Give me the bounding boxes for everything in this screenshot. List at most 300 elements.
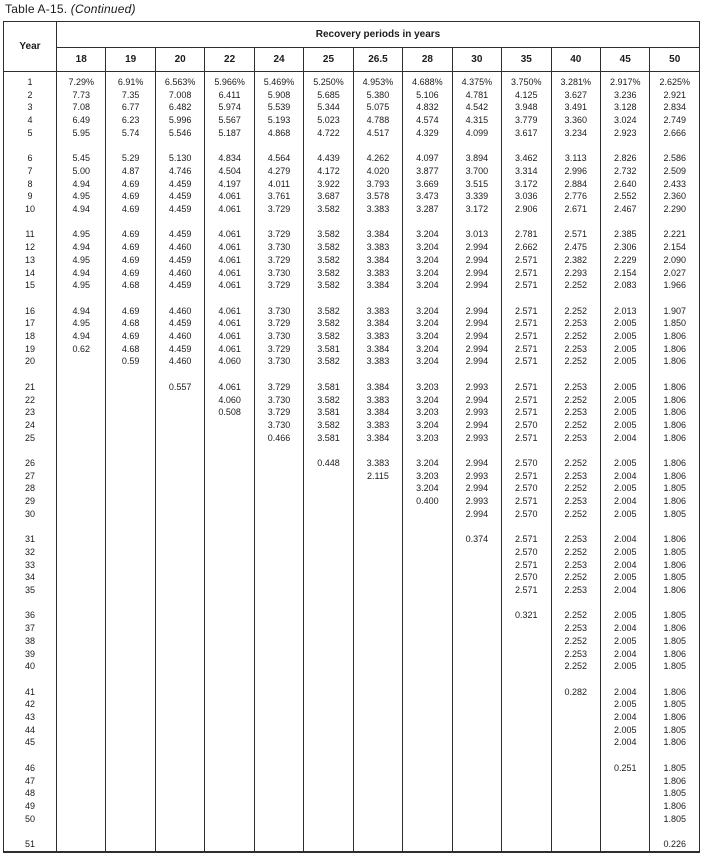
table-row (4, 470, 700, 483)
rate-value-cell: 2.154 (650, 241, 700, 254)
rate-value-cell: 1.806 (650, 419, 700, 432)
rate-value-cell (254, 762, 303, 775)
spacer-cell (57, 521, 106, 534)
rate-value-cell: 6.482 (155, 101, 204, 114)
table-row (4, 546, 700, 559)
table-row (4, 114, 700, 127)
spacer-cell (502, 368, 551, 381)
rate-value-cell: 1.806 (650, 457, 700, 470)
spacer-cell (4, 444, 57, 457)
rate-value-cell: 4.459 (155, 343, 204, 356)
year-cell: 13 (4, 254, 57, 267)
rate-value-cell (403, 686, 452, 699)
table-row (4, 317, 700, 330)
spacer-cell (304, 749, 353, 762)
rate-value-cell (155, 457, 204, 470)
rate-value-cell: 2.994 (452, 279, 501, 292)
rate-value-cell: 4.781 (452, 89, 501, 102)
rate-value-cell: 4.061 (205, 241, 254, 254)
spacer-cell (600, 292, 649, 305)
rate-value-cell: 2.005 (600, 317, 649, 330)
table-row (4, 495, 700, 508)
column-header-cell: 50 (650, 48, 700, 72)
rate-value-cell: 4.953% (353, 76, 402, 89)
rate-value-cell (106, 686, 155, 699)
table-row (4, 152, 700, 165)
column-header-cell: 45 (600, 48, 649, 72)
year-cell: 18 (4, 330, 57, 343)
rate-value-cell: 6.411 (205, 89, 254, 102)
year-cell: 3 (4, 101, 57, 114)
rate-value-cell (155, 635, 204, 648)
rate-value-cell (304, 482, 353, 495)
rate-value-cell: 4.69 (106, 190, 155, 203)
rate-value-cell: 3.203 (403, 381, 452, 394)
rate-value-cell: 2.586 (650, 152, 700, 165)
rate-value-cell (57, 622, 106, 635)
rate-value-cell (57, 470, 106, 483)
rate-value-cell (155, 838, 204, 852)
rate-value-cell: 2.994 (452, 343, 501, 356)
column-header-row (4, 48, 700, 72)
rate-value-cell (155, 762, 204, 775)
spacer-cell (551, 825, 600, 838)
rate-value-cell: 2.571 (502, 432, 551, 445)
rate-value-cell: 3.687 (304, 190, 353, 203)
table-row (4, 241, 700, 254)
rate-value-cell (57, 800, 106, 813)
rate-value-cell: 1.806 (650, 559, 700, 572)
rate-value-cell (106, 546, 155, 559)
rate-value-cell: 0.226 (650, 838, 700, 852)
rate-value-cell: 4.375% (452, 76, 501, 89)
rate-value-cell: 4.788 (353, 114, 402, 127)
rate-value-cell: 3.383 (353, 330, 402, 343)
rate-value-cell: 3.204 (403, 419, 452, 432)
rate-value-cell: 3.383 (353, 305, 402, 318)
year-cell: 9 (4, 190, 57, 203)
spacer-cell (452, 521, 501, 534)
spacer-cell (254, 673, 303, 686)
group-spacer-row (4, 140, 700, 153)
spacer-cell (452, 597, 501, 610)
rate-value-cell: 3.384 (353, 279, 402, 292)
rate-value-cell (254, 813, 303, 826)
rate-value-cell: 3.582 (304, 394, 353, 407)
rate-value-cell (106, 648, 155, 661)
year-cell: 11 (4, 228, 57, 241)
rate-value-cell (403, 635, 452, 648)
rate-value-cell (155, 800, 204, 813)
rate-value-cell (452, 698, 501, 711)
spacer-cell (403, 749, 452, 762)
spacer-cell (403, 216, 452, 229)
table-row (4, 698, 700, 711)
rate-value-cell: 0.251 (600, 762, 649, 775)
table-row (4, 762, 700, 775)
rate-value-cell (254, 559, 303, 572)
rate-value-cell: 1.805 (650, 508, 700, 521)
spacer-cell (155, 216, 204, 229)
rate-value-cell: 4.517 (353, 127, 402, 140)
rate-value-cell: 2.004 (600, 432, 649, 445)
rate-value-cell: 2.360 (650, 190, 700, 203)
rate-value-cell: 0.557 (155, 381, 204, 394)
rate-value-cell (403, 508, 452, 521)
rate-value-cell: 5.95 (57, 127, 106, 140)
rate-value-cell: 4.061 (205, 254, 254, 267)
rate-value-cell: 1.805 (650, 813, 700, 826)
spacer-cell (452, 368, 501, 381)
rate-value-cell (304, 736, 353, 749)
rate-value-cell: 2.005 (600, 698, 649, 711)
rate-value-cell: 4.94 (57, 305, 106, 318)
rate-value-cell: 2.004 (600, 559, 649, 572)
rate-value-cell (205, 787, 254, 800)
spacer-cell (106, 140, 155, 153)
table-row (4, 89, 700, 102)
rate-value-cell: 3.582 (304, 241, 353, 254)
rate-value-cell (57, 584, 106, 597)
rate-value-cell (106, 508, 155, 521)
rate-value-cell: 1.806 (650, 381, 700, 394)
rate-value-cell (551, 787, 600, 800)
rate-value-cell (254, 482, 303, 495)
rate-value-cell: 2.253 (551, 648, 600, 661)
year-cell: 51 (4, 838, 57, 852)
spacer-cell (205, 521, 254, 534)
rate-value-cell: 3.172 (502, 178, 551, 191)
rate-value-cell (304, 762, 353, 775)
rate-value-cell (304, 609, 353, 622)
rate-value-cell (600, 800, 649, 813)
rate-value-cell: 2.385 (600, 228, 649, 241)
rate-value-cell: 3.383 (353, 419, 402, 432)
year-cell: 50 (4, 813, 57, 826)
rate-value-cell (205, 736, 254, 749)
spacer-cell (502, 673, 551, 686)
rate-value-cell (57, 698, 106, 711)
rate-value-cell (205, 648, 254, 661)
rate-value-cell (353, 838, 402, 852)
rate-value-cell: 5.908 (254, 89, 303, 102)
table-row (4, 800, 700, 813)
spacer-cell (502, 749, 551, 762)
rate-value-cell (254, 711, 303, 724)
rate-value-cell (155, 495, 204, 508)
rate-value-cell: 3.383 (353, 457, 402, 470)
rate-value-cell: 4.69 (106, 178, 155, 191)
rate-value-cell (106, 813, 155, 826)
rate-value-cell: 4.329 (403, 127, 452, 140)
rate-value-cell: 1.806 (650, 355, 700, 368)
year-cell: 47 (4, 775, 57, 788)
rate-value-cell: 2.005 (600, 660, 649, 673)
rate-value-cell: 3.578 (353, 190, 402, 203)
rate-value-cell: 5.74 (106, 127, 155, 140)
rate-value-cell: 5.29 (106, 152, 155, 165)
spacer-cell (57, 825, 106, 838)
table-header (4, 22, 700, 72)
rate-value-cell: 2.252 (551, 660, 600, 673)
year-cell: 41 (4, 686, 57, 699)
rate-value-cell (254, 546, 303, 559)
rate-value-cell: 2.252 (551, 635, 600, 648)
rate-value-cell: 3.203 (403, 432, 452, 445)
rate-value-cell (403, 559, 452, 572)
rate-value-cell: 2.994 (452, 482, 501, 495)
rate-value-cell: 3.473 (403, 190, 452, 203)
rate-value-cell (502, 660, 551, 673)
rate-value-cell: 4.688% (403, 76, 452, 89)
rate-value-cell (452, 635, 501, 648)
rate-value-cell: 2.509 (650, 165, 700, 178)
rate-value-cell: 0.59 (106, 355, 155, 368)
rate-value-cell: 2.253 (551, 343, 600, 356)
table-row (4, 406, 700, 419)
rate-value-cell (353, 711, 402, 724)
rate-value-cell (551, 813, 600, 826)
rate-value-cell: 2.994 (452, 419, 501, 432)
rate-value-cell (254, 609, 303, 622)
table-row (4, 165, 700, 178)
rate-value-cell (205, 508, 254, 521)
rate-value-cell: 2.994 (452, 355, 501, 368)
rate-value-cell (452, 775, 501, 788)
year-cell: 6 (4, 152, 57, 165)
rate-value-cell: 4.95 (57, 254, 106, 267)
spacer-cell (155, 444, 204, 457)
rate-value-cell (452, 787, 501, 800)
rate-value-cell (304, 622, 353, 635)
rate-value-cell (551, 775, 600, 788)
spacer-cell (403, 292, 452, 305)
column-header-cell: 19 (106, 48, 155, 72)
rate-value-cell: 3.877 (403, 165, 452, 178)
rate-value-cell: 6.23 (106, 114, 155, 127)
rate-value-cell (155, 736, 204, 749)
rate-value-cell (403, 546, 452, 559)
spacer-cell (4, 749, 57, 762)
rate-value-cell: 2.571 (502, 279, 551, 292)
table-row (4, 330, 700, 343)
rate-value-cell: 2.570 (502, 482, 551, 495)
spacer-cell (403, 444, 452, 457)
group-spacer-row (4, 521, 700, 534)
rate-value-cell (57, 394, 106, 407)
rate-value-cell (254, 838, 303, 852)
rate-value-cell (353, 775, 402, 788)
table-row (4, 482, 700, 495)
rate-value-cell (205, 419, 254, 432)
rate-value-cell: 6.77 (106, 101, 155, 114)
rate-value-cell: 3.234 (551, 127, 600, 140)
group-spacer-row (4, 825, 700, 838)
rate-value-cell: 3.281% (551, 76, 600, 89)
rate-value-cell: 4.69 (106, 241, 155, 254)
rate-value-cell (106, 698, 155, 711)
spacer-cell (254, 292, 303, 305)
table-row (4, 190, 700, 203)
rate-value-cell: 2.781 (502, 228, 551, 241)
rate-value-cell (106, 736, 155, 749)
table-row (4, 419, 700, 432)
rate-value-cell: 2.993 (452, 406, 501, 419)
rate-value-cell (502, 724, 551, 737)
rate-value-cell (205, 546, 254, 559)
rate-value-cell: 4.95 (57, 190, 106, 203)
rate-value-cell: 2.004 (600, 495, 649, 508)
rate-value-cell (600, 787, 649, 800)
rate-value-cell: 3.730 (254, 305, 303, 318)
spacer-cell (106, 825, 155, 838)
spacer-cell (452, 140, 501, 153)
spacer-cell (155, 292, 204, 305)
rate-value-cell (106, 609, 155, 622)
rate-value-cell: 3.384 (353, 406, 402, 419)
spacer-cell (205, 368, 254, 381)
rate-value-cell: 2.570 (502, 508, 551, 521)
spacer-cell (304, 216, 353, 229)
rate-value-cell: 3.729 (254, 228, 303, 241)
rate-value-cell (403, 787, 452, 800)
spacer-cell (254, 521, 303, 534)
rate-value-cell: 4.061 (205, 228, 254, 241)
rate-value-cell: 3.730 (254, 394, 303, 407)
rate-value-cell: 2.005 (600, 635, 649, 648)
spacer-cell (551, 368, 600, 381)
column-header-cell: 40 (551, 48, 600, 72)
rate-value-cell (304, 648, 353, 661)
rate-value-cell (205, 559, 254, 572)
rate-value-cell (304, 775, 353, 788)
rate-value-cell (304, 800, 353, 813)
rate-value-cell: 3.339 (452, 190, 501, 203)
rate-value-cell (353, 482, 402, 495)
year-header-cell: Year (4, 22, 57, 72)
rate-value-cell (155, 470, 204, 483)
rate-value-cell: 3.491 (551, 101, 600, 114)
rate-value-cell (304, 711, 353, 724)
rate-value-cell (106, 787, 155, 800)
rate-value-cell (106, 381, 155, 394)
column-header-cell: 22 (205, 48, 254, 72)
rate-value-cell: 2.993 (452, 495, 501, 508)
spacer-cell (254, 216, 303, 229)
spacer-cell (650, 444, 700, 457)
rate-value-cell (403, 622, 452, 635)
column-header-cell: 18 (57, 48, 106, 72)
rate-value-cell (452, 584, 501, 597)
rate-value-cell: 2.571 (502, 330, 551, 343)
rate-value-cell: 7.73 (57, 89, 106, 102)
rate-value-cell: 2.252 (551, 305, 600, 318)
rate-value-cell: 2.252 (551, 609, 600, 622)
rate-value-cell: 2.993 (452, 470, 501, 483)
rate-value-cell: 5.45 (57, 152, 106, 165)
rate-value-cell (106, 394, 155, 407)
year-cell: 33 (4, 559, 57, 572)
spacer-cell (353, 597, 402, 610)
rate-value-cell: 1.806 (650, 394, 700, 407)
spacer-cell (155, 825, 204, 838)
rate-value-cell (57, 609, 106, 622)
rate-value-cell: 3.204 (403, 305, 452, 318)
rate-value-cell: 5.974 (205, 101, 254, 114)
rate-value-cell: 3.013 (452, 228, 501, 241)
rate-value-cell (254, 495, 303, 508)
rate-value-cell: 2.005 (600, 355, 649, 368)
table-row (4, 648, 700, 661)
rate-value-cell (502, 787, 551, 800)
spacer-cell (452, 673, 501, 686)
year-cell: 21 (4, 381, 57, 394)
rate-value-cell: 2.090 (650, 254, 700, 267)
rate-value-cell: 2.253 (551, 559, 600, 572)
rate-value-cell: 2.993 (452, 432, 501, 445)
rate-value-cell: 3.204 (403, 241, 452, 254)
rate-value-cell: 2.994 (452, 267, 501, 280)
rate-value-cell: 4.061 (205, 381, 254, 394)
rate-value-cell (57, 648, 106, 661)
spacer-cell (551, 673, 600, 686)
rate-value-cell: 3.582 (304, 228, 353, 241)
rate-value-cell: 3.203 (403, 470, 452, 483)
rate-value-cell (551, 762, 600, 775)
rate-value-cell: 2.993 (452, 381, 501, 394)
rate-value-cell (57, 381, 106, 394)
rate-value-cell: 3.669 (403, 178, 452, 191)
rate-value-cell (403, 736, 452, 749)
rate-value-cell (57, 787, 106, 800)
table-row (4, 775, 700, 788)
rate-value-cell (205, 813, 254, 826)
rate-value-cell: 4.061 (205, 305, 254, 318)
table-row (4, 609, 700, 622)
table-row (4, 559, 700, 572)
rate-value-cell: 4.279 (254, 165, 303, 178)
spacer-cell (551, 216, 600, 229)
rate-value-cell (452, 546, 501, 559)
spacer-cell (254, 140, 303, 153)
spacer-cell (650, 292, 700, 305)
rate-value-cell (57, 711, 106, 724)
rate-value-cell: 2.994 (452, 317, 501, 330)
rate-value-cell: 3.172 (452, 203, 501, 216)
table-body (4, 72, 700, 852)
spacer-cell (205, 749, 254, 762)
spacer-cell (4, 292, 57, 305)
rate-value-cell: 3.384 (353, 432, 402, 445)
rate-value-cell: 0.321 (502, 609, 551, 622)
year-cell: 5 (4, 127, 57, 140)
table-row (4, 533, 700, 546)
rate-value-cell (304, 838, 353, 852)
rate-value-cell (551, 736, 600, 749)
spacer-cell (106, 444, 155, 457)
rate-value-cell: 4.061 (205, 343, 254, 356)
rate-value-cell: 3.383 (353, 203, 402, 216)
spacer-cell (452, 292, 501, 305)
rate-value-cell: 3.750% (502, 76, 551, 89)
rate-value-cell: 2.906 (502, 203, 551, 216)
spacer-cell (353, 673, 402, 686)
year-cell: 43 (4, 711, 57, 724)
rate-value-cell: 3.700 (452, 165, 501, 178)
spacer-cell (551, 444, 600, 457)
rate-value-cell: 3.204 (403, 457, 452, 470)
rate-value-cell: 2.994 (452, 457, 501, 470)
